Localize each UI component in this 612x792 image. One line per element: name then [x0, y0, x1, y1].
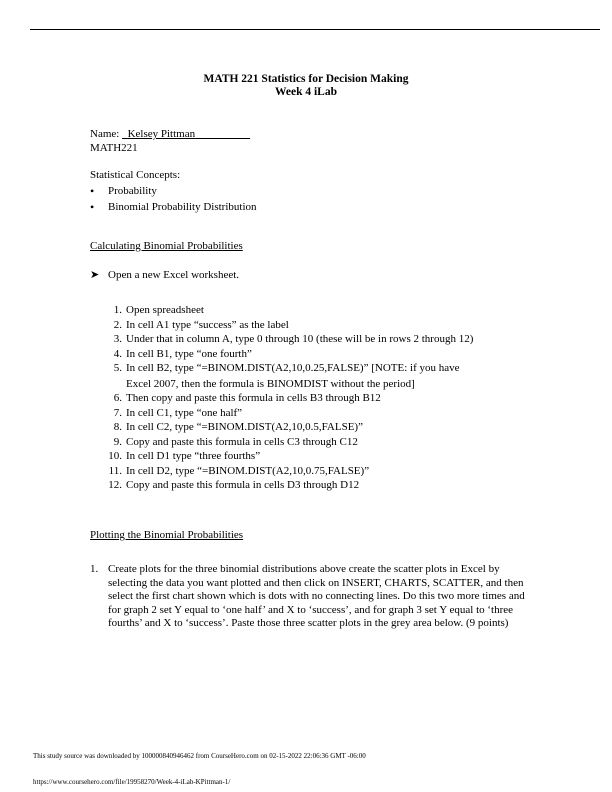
list-item: 7. In cell C1, type “one half”	[113, 406, 243, 419]
concepts-list	[90, 183, 257, 215]
document-title: MATH 221 Statistics for Decision Making	[203, 73, 409, 85]
arrow-bullet-icon: ➤	[90, 269, 100, 281]
name-line	[90, 128, 250, 140]
list-item: 8. In cell C2, type “=BINOM.DIST(A2,10,0.5,FALSE)”	[113, 421, 363, 433]
list-item: 1. Open spreadsheet	[113, 304, 204, 316]
list-item: • Probability	[90, 183, 257, 199]
steps-list	[104, 303, 473, 493]
arrow-list-item: ➤ Open a new Excel worksheet.	[90, 269, 240, 281]
footer-download-note: This study source was downloaded by 100000840946462 from CourseHero.com on 02-15-2022 22:06:36 GMT -06:00	[33, 752, 366, 760]
list-item: 6. Then copy and paste this formula in cells B3 through B12	[113, 392, 381, 404]
list-item: 10. In cell D1 type “three fourths”	[108, 450, 261, 462]
plot-item-text: Create plots for the three binomial distributions above create the scatter plots in Excel by selecting the data you want plotted and then click on INSERT, CHARTS, SCATTER, and then select the first chart shown which is dots with no connecting lines. Do this two more times and for graph 2 set Y equal to ‘one half’ and X to ‘success’, and for graph 3 set Y equal to ‘three fourths’ and X to ‘success’. Paste those three scatter plots in the grey area below. (9 points)	[108, 563, 525, 630]
list-item: 3. Under that in column A, type 0 through 10 (these will be in rows 2 through 12)	[113, 333, 474, 345]
name-value: Kelsey Pittman	[127, 128, 196, 140]
name-label: Name:	[90, 128, 120, 140]
list-item: 12. Copy and paste this formula in cells D3 through D12	[108, 479, 360, 491]
section-heading-calculating: Calculating Binomial Probabilities	[90, 240, 243, 252]
concepts-heading: Statistical Concepts:	[90, 169, 181, 181]
plot-item-number: 1.	[90, 563, 99, 575]
list-item: 2. In cell A1 type “success” as the label	[113, 318, 289, 331]
list-item: 5. In cell B2, type “=BINOM.DIST(A2,10,0.25,FALSE)” [NOTE: if you have Excel 2007, then the formula is BINOMDIST without the period]	[113, 362, 460, 390]
section-heading-plotting: Plotting the Binomial Probabilities	[90, 529, 244, 541]
course-code: MATH221	[90, 142, 138, 154]
top-rule	[30, 29, 600, 30]
list-item: 11. In cell D2, type “=BINOM.DIST(A2,10,0.75,FALSE)”	[108, 464, 370, 477]
list-item: 9. Copy and paste this formula in cells C3 through C12	[113, 435, 358, 448]
footer-url: https://www.coursehero.com/file/19958270/Week-4-iLab-KPittman-1/	[33, 778, 231, 786]
document-subtitle: Week 4 iLab	[275, 86, 337, 98]
list-item: 4. In cell B1, type “one fourth”	[113, 347, 252, 360]
list-item: • Binomial Probability Distribution	[90, 199, 257, 215]
